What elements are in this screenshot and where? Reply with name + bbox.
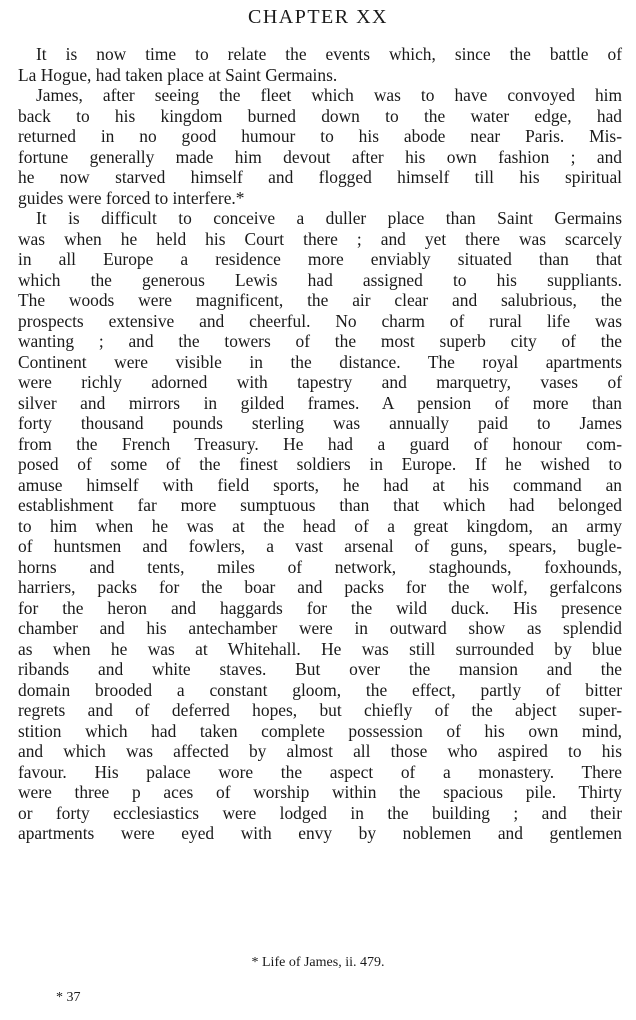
text-line: returned in no good humour to his abode near Paris. Mis- <box>18 126 622 146</box>
text-line: from the French Treasury. He had a guard of honour com- <box>18 433 622 454</box>
text-line: James, after seeing the fleet which was to have convoyed him <box>36 85 622 105</box>
text-line: and which was affected by almost all those who aspired to his <box>18 741 622 761</box>
text-line: ribands and white staves. But over the mansion and the <box>18 659 622 679</box>
text-line: wanting ; and the towers of the most superb city of the <box>18 331 622 351</box>
text-line: apartments were eyed with envy by noblemen and gentlemen <box>18 823 622 843</box>
text-line: harriers, packs for the boar and packs for the wolf, gerfalcons <box>18 577 622 597</box>
text-line: favour. His palace wore the aspect of a monastery. There <box>18 761 622 782</box>
text-line: It is difficult to conceive a duller place than Saint Germains <box>36 208 622 228</box>
text-line: Continent were visible in the distance. The royal apartments <box>18 351 622 372</box>
body-text <box>18 44 622 844</box>
text-line: forty thousand pounds sterling was annually paid to James <box>18 413 622 433</box>
text-line: was when he held his Court there ; and yet there was scarcely <box>18 228 622 249</box>
text-line: horns and tents, miles of network, staghounds, foxhounds, <box>18 556 622 577</box>
text-line: amuse himself with field sports, he had at his command an <box>18 474 622 495</box>
text-line: La Hogue, had taken place at Saint Germains. <box>18 64 338 85</box>
text-line: in all Europe a residence more enviably situated than that <box>18 249 622 269</box>
text-line: regrets and of deferred hopes, but chiefly of the abject super- <box>18 700 622 720</box>
text-line: It is now time to relate the events which, since the battle of <box>36 44 622 64</box>
text-line: stition which had taken complete possession of his own mind, <box>18 720 622 741</box>
footnote: * Life of James, ii. 479. <box>251 955 385 970</box>
text-line: he now starved himself and flogged himself till his spiritual <box>18 167 622 187</box>
chapter-title: CHAPTER XX <box>247 6 388 28</box>
text-line: back to his kingdom burned down to the water edge, had <box>18 105 622 126</box>
text-line: or forty ecclesiastics were lodged in the building ; and their <box>18 802 622 823</box>
text-line: chamber and his antechamber were in outward show as splendid <box>18 618 622 638</box>
text-line: guides were forced to interfere.* <box>18 187 245 208</box>
text-line: fortune generally made him devout after his own fashion ; and <box>18 146 622 167</box>
text-line: The woods were magnificent, the air clear and salubrious, the <box>18 290 622 310</box>
text-line: establishment far more sumptuous than that which had belonged <box>18 495 622 515</box>
text-line: domain brooded a constant gloom, the effect, partly of bitter <box>18 679 622 700</box>
text-line: posed of some of the finest soldiers in Europe. If he wished to <box>18 454 622 474</box>
text-line: prospects extensive and cheerful. No charm of rural life was <box>18 310 622 331</box>
text-line: of huntsmen and fowlers, a vast arsenal of guns, spears, bugle- <box>18 536 622 556</box>
text-line: silver and mirrors in gilded frames. A pension of more than <box>18 392 622 413</box>
text-line: were richly adorned with tapestry and marquetry, vases of <box>18 372 622 392</box>
text-line: to him when he was at the head of a great kingdom, an army <box>18 515 622 536</box>
text-line: were three p aces of worship within the spacious pile. Thirty <box>18 782 622 802</box>
signature-mark: * 37 <box>56 990 81 1005</box>
text-line: which the generous Lewis had assigned to his suppliants. <box>18 269 622 290</box>
text-line: for the heron and haggards for the wild duck. His presence <box>18 597 622 618</box>
text-line: as when he was at Whitehall. He was still surrounded by blue <box>18 638 622 659</box>
